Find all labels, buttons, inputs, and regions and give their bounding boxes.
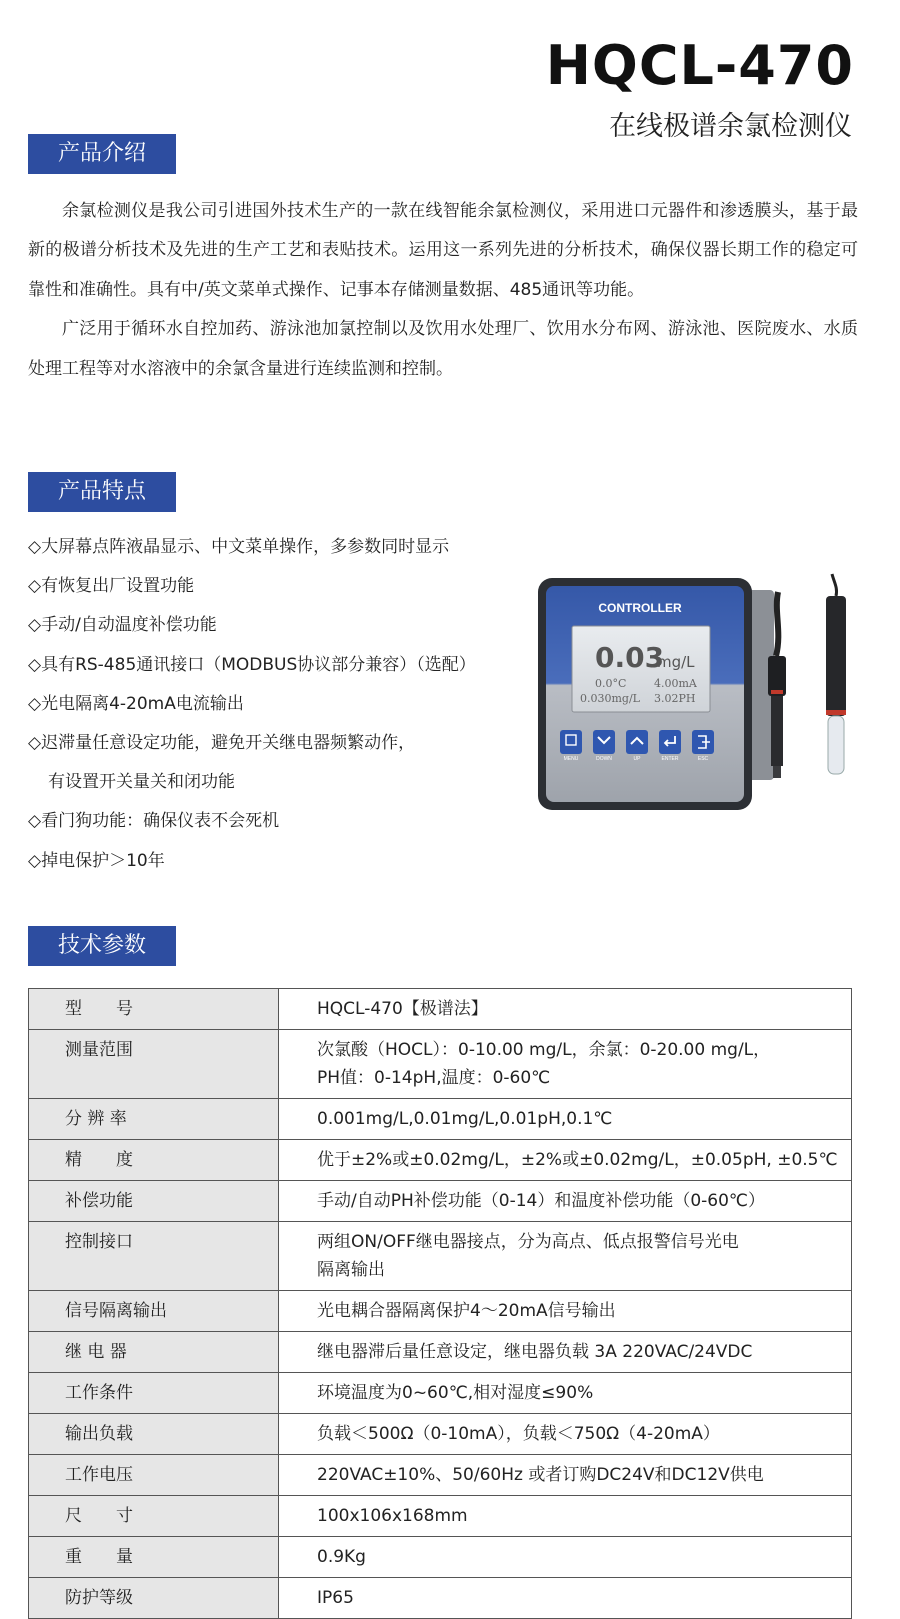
feature-item: ◇大屏幕点阵液晶显示、中文菜单操作，多参数同时显示 — [28, 537, 450, 557]
spec-key: 防护等级 — [29, 1578, 279, 1619]
spec-value: 0.001mg/L,0.01mg/L,0.01pH,0.1℃ — [279, 1099, 852, 1140]
spec-value: IP65 — [279, 1578, 852, 1619]
feature-item: ◇有恢复出厂设置功能 — [28, 576, 195, 597]
table-row — [29, 1537, 852, 1578]
feature-item: 有设置开关量关和闭功能 — [48, 772, 235, 793]
table-row — [29, 1222, 852, 1291]
spec-value: 优于±2%或±0.02mg/L，±2%或±0.02mg/L，±0.05pH, ±0.5℃ — [279, 1140, 852, 1181]
spec-value-line: 隔离输出 — [317, 1260, 385, 1280]
enter-button-label: ENTER — [661, 756, 679, 762]
features-heading: 产品特点 — [28, 472, 176, 512]
spec-key: 输出负载 — [29, 1414, 279, 1455]
spec-value: 继电器滞后量任意设定，继电器负载 3A 220VAC/24VDC — [279, 1332, 852, 1373]
lcd-temperature: 0.0°C — [595, 677, 627, 690]
spec-key: 信号隔离输出 — [29, 1291, 279, 1332]
spec-value: 100x106x168mm — [279, 1496, 852, 1537]
spec-key: 工作条件 — [29, 1373, 279, 1414]
table-row — [29, 1496, 852, 1537]
feature-item: ◇具有RS-485通讯接口（MODBUS协议部分兼容）（选配） — [28, 654, 476, 675]
spec-key: 补偿功能 — [29, 1181, 279, 1222]
product-title: HQCL-470 — [545, 34, 854, 97]
intro-paragraph-2: 广泛用于循环水自控加药、游泳池加氯控制以及饮用水处理厂、饮用水分布网、游泳池、医院废水、水质处理工程等对水溶液中的余氯含量进行连续监测和控制。 — [28, 319, 858, 379]
feature-item: ◇手动/自动温度补偿功能 — [28, 615, 217, 636]
product-subtitle: 在线极谱余氯检测仪 — [609, 111, 852, 142]
spec-value — [279, 1222, 852, 1291]
spec-value: 220VAC±10%、50/60Hz 或者订购DC24V和DC12V供电 — [279, 1455, 852, 1496]
intro-heading: 产品介绍 — [28, 134, 176, 174]
spec-value-line: 两组ON/OFF继电器接点，分为高点、低点报警信号光电 — [317, 1232, 739, 1252]
down-button-label: DOWN — [596, 756, 612, 762]
table-row — [29, 1455, 852, 1496]
spec-value-line: PH值：0-14pH,温度：0-60℃ — [317, 1068, 551, 1088]
spec-key: 控制接口 — [29, 1222, 279, 1291]
spec-value: 0.9Kg — [279, 1537, 852, 1578]
spec-value: 手动/自动PH补偿功能（0-14）和温度补偿功能（0-60℃） — [279, 1181, 852, 1222]
spec-key: 分 辨 率 — [29, 1099, 279, 1140]
spec-value: 环境温度为0~60℃,相对湿度≤90% — [279, 1373, 852, 1414]
lcd-main-value: 0.03 — [595, 641, 665, 674]
spec-key: 型 号 — [29, 989, 279, 1030]
spec-key: 尺 寸 — [29, 1496, 279, 1537]
table-row — [29, 1291, 852, 1332]
spec-key: 精 度 — [29, 1140, 279, 1181]
spec-key: 工作电压 — [29, 1455, 279, 1496]
spec-key: 继 电 器 — [29, 1332, 279, 1373]
table-row — [29, 1140, 852, 1181]
menu-button-label: MENU — [563, 756, 579, 762]
table-row — [29, 1332, 852, 1373]
feature-item: ◇光电隔离4-20mA电流输出 — [28, 693, 244, 714]
spec-key: 重 量 — [29, 1537, 279, 1578]
menu-button — [560, 730, 582, 754]
controller-device-image — [532, 572, 862, 822]
probe-sensor-2 — [826, 574, 846, 774]
table-row — [29, 1578, 852, 1619]
table-row — [29, 1414, 852, 1455]
spec-table — [28, 988, 852, 1619]
table-row — [29, 1373, 852, 1414]
specs-heading: 技术参数 — [28, 926, 176, 966]
table-row — [29, 1099, 852, 1140]
lcd-main-unit: mg/L — [657, 653, 695, 671]
features-list — [28, 528, 528, 881]
lcd-current: 4.00mA — [654, 677, 697, 690]
device-brand-label: CONTROLLER — [598, 601, 682, 615]
lcd-concentration: 0.030mg/L — [580, 692, 640, 705]
up-button — [626, 730, 648, 754]
feature-item: ◇掉电保护＞10年 — [28, 850, 165, 871]
enter-button — [659, 730, 681, 754]
table-row — [29, 1030, 852, 1099]
up-button-label: UP — [633, 756, 641, 762]
spec-value — [279, 1030, 852, 1099]
spec-value: HQCL-470【极谱法】 — [279, 989, 852, 1030]
intro-paragraph-1: 余氯检测仪是我公司引进国外技术生产的一款在线智能余氯检测仪，采用进口元器件和渗透膜头，基于最新的极谱分析技术及先进的生产工艺和表贴技术。运用这一系列先进的分析技术，确保仪器长期工作的稳定可靠性和准确性。具有中/英文菜单式操作、记事本存储测量数据、485通讯等功能。 — [28, 201, 858, 300]
table-row — [29, 989, 852, 1030]
spec-value: 负载＜500Ω（0-10mA），负载＜750Ω（4-20mA） — [279, 1414, 852, 1455]
spec-value-line: 次氯酸（HOCL）：0-10.00 mg/L，余氯：0-20.00 mg/L， — [317, 1040, 771, 1060]
feature-item: ◇迟滞量任意设定功能，避免开关继电器频繁动作， — [28, 732, 416, 753]
esc-button-label: ESC — [697, 756, 709, 762]
intro-text — [28, 192, 858, 389]
spec-value: 光电耦合器隔离保护4～20mA信号输出 — [279, 1291, 852, 1332]
table-row — [29, 1181, 852, 1222]
feature-item: ◇看门狗功能：确保仪表不会死机 — [28, 811, 280, 832]
lcd-ph: 3.02PH — [654, 692, 696, 705]
spec-key: 测量范围 — [29, 1030, 279, 1099]
